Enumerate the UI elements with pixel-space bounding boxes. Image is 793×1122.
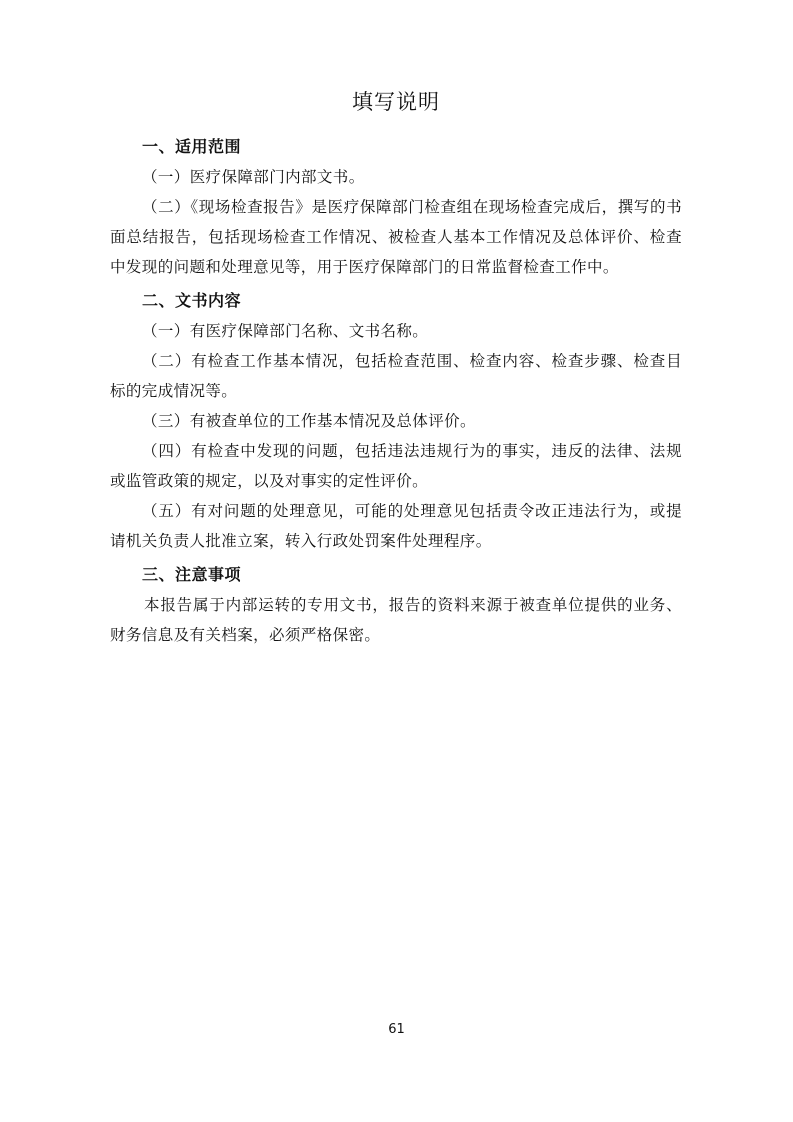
paragraph: （四）有检查中发现的问题，包括违法违规行为的事实，违反的法律、法规或监管政策的规定，以及对事实的定性评价。 (110, 442, 682, 490)
paragraph: （三）有被查单位的工作基本情况及总体评价。 (142, 412, 476, 430)
paragraph: （二）《现场检查报告》是医疗保障部门检查组在现场检查完成后，撰写的书面总结报告，包括现场检查工作情况、被检查人基本工作情况及总体评价、检查中发现的问题和处理意见等，用于医疗保障部门的日常监督检查工作中。 (110, 198, 682, 276)
section-content (110, 286, 682, 556)
page-title: 填写说明 (352, 90, 440, 114)
page-number: 61 (388, 1022, 405, 1037)
section-heading: 三、注意事项 (142, 565, 242, 584)
paragraph: （五）有对问题的处理意见，可能的处理意见包括责令改正违法行为，或提请机关负责人批准立案，转入行政处罚案件处理程序。 (110, 502, 682, 550)
section-notes (110, 560, 682, 650)
paragraph: 本报告属于内部运转的专用文书，报告的资料来源于被查单位提供的业务、财务信息及有关档案，必须严格保密。 (110, 596, 682, 644)
paragraph: （一）有医疗保障部门名称、文书名称。 (142, 322, 429, 340)
section-heading: 一、适用范围 (142, 137, 242, 156)
section-scope (110, 132, 682, 282)
section-heading: 二、文书内容 (142, 291, 242, 310)
document-body (110, 86, 682, 650)
paragraph: （一）医疗保障部门内部文书。 (142, 168, 365, 186)
paragraph: （二）有检查工作基本情况，包括检查范围、检查内容、检查步骤、检查目标的完成情况等。 (110, 352, 682, 400)
